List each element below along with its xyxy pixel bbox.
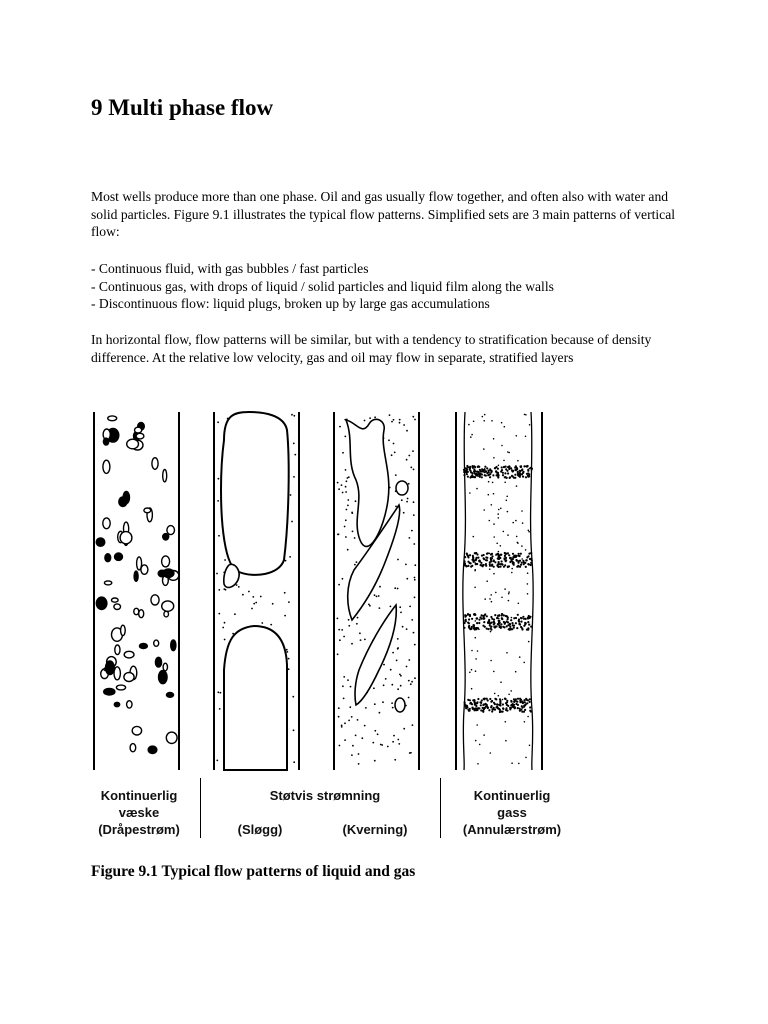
label-slug: (Sløgg) <box>237 822 283 837</box>
label-divider-right <box>440 778 441 838</box>
intro-paragraph: Most wells produce more than one phase. Oil and gas usually flow together, and often also with water and solid particles. Figure 9.1 illustrates the typical flow patterns. Simplified sets are 3 main patterns of vertical flow: <box>91 189 676 239</box>
label-continuous-liquid: Kontinuerlig væske (Dråpestrøm) <box>98 788 180 837</box>
gas-slug-upper <box>221 412 289 575</box>
list-item: - Continuous fluid, with gas bubbles / fast particles <box>91 261 369 276</box>
flow-pattern-list <box>91 260 681 313</box>
pipe-annular-flow <box>456 412 542 770</box>
horizontal-flow-paragraph: In horizontal flow, flow patterns will be similar, but with a tendency to stratification because of density difference. At the relative low velocity, gas and oil may flow in separate, stratified layers <box>91 332 652 365</box>
churn-gas-3 <box>355 605 396 705</box>
label-intermittent-flow: Støtvis strømning <box>269 788 381 803</box>
label-churn: (Kverning) <box>342 822 408 837</box>
gas-slug-lower <box>224 626 287 770</box>
list-item: - Continuous gas, with drops of liquid / solid particles and liquid film along the walls <box>91 278 554 294</box>
liquid-film-left <box>463 412 466 770</box>
pipe-droplet-flow <box>94 412 179 770</box>
churn-gas-1 <box>346 419 389 546</box>
pipe-churn-flow <box>334 412 419 770</box>
label-divider-left <box>200 778 201 838</box>
page-title: 9 Multi phase flow <box>91 95 274 120</box>
pipe-slug-flow <box>214 412 299 770</box>
liquid-film-right <box>531 412 534 770</box>
label-continuous-gas: Kontinuerlig gass (Annulærstrøm) <box>462 788 562 837</box>
flow-pattern-figure <box>84 400 564 775</box>
figure-caption: Figure 9.1 Typical flow patterns of liquid and gas <box>91 863 416 880</box>
list-item: - Discontinuous flow: liquid plugs, broken up by large gas accumulations <box>91 296 490 311</box>
gas-pocket <box>224 564 239 587</box>
